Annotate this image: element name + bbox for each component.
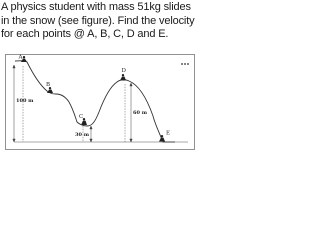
height-arrow-60: [130, 83, 132, 142]
more-horizontal-icon[interactable]: [181, 63, 189, 65]
slope-curve: [15, 61, 175, 142]
skier-at-d: [120, 74, 126, 81]
skier-at-e: [159, 135, 165, 142]
snow-slope-figure: [5, 54, 195, 150]
height-label-60: 60 m: [133, 110, 147, 116]
slope-diagram: [5, 54, 195, 150]
height-arrow-100: [13, 65, 15, 142]
height-label-30: 30 m: [75, 132, 89, 138]
question-text: A physics student with mass 51kg slides in the snow (see figure). Find the velocity for each points @ A, B, C, D and E.: [1, 1, 195, 40]
height-arrow-30: [90, 126, 92, 142]
point-label-d: D: [121, 68, 126, 74]
point-label-c: C: [79, 114, 84, 120]
point-label-b: B: [46, 82, 51, 88]
point-label-a: A: [18, 54, 23, 61]
point-label-e: E: [166, 130, 171, 137]
height-label-100: 100 m: [16, 98, 34, 104]
